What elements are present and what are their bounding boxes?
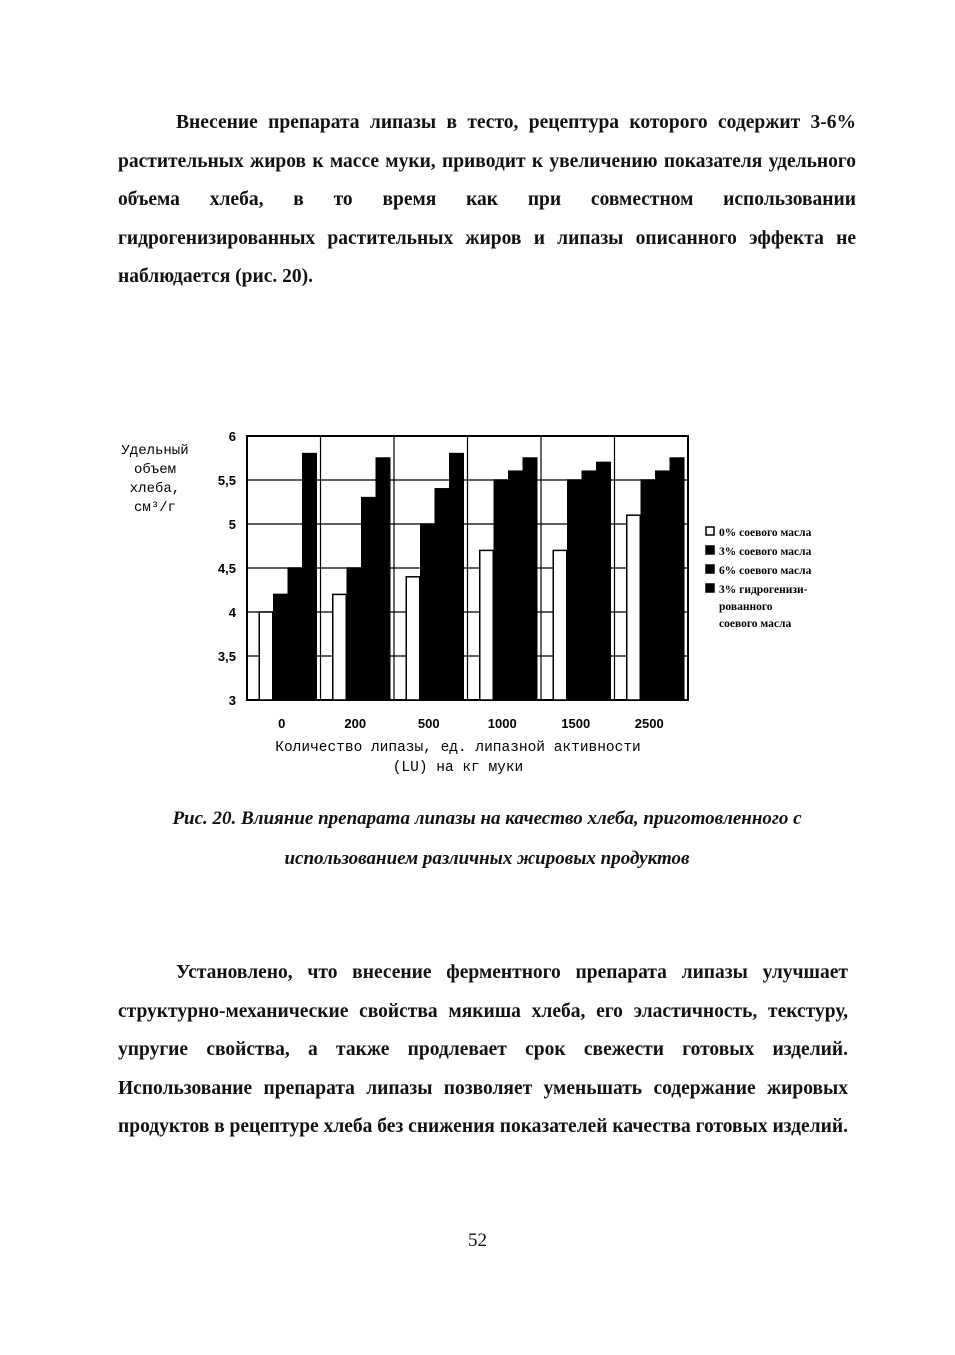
bar [259, 612, 273, 700]
x-tick-label: 2500 [634, 716, 664, 731]
paragraph-intro-text: Внесение препарата липазы в тесто, рецептура которого содержит 3-6% растительных жиров к массе муки, приводит к увеличению показателя удельного объема хлеба, в то время как при совместном использовании гидрогенизированных растительных жиров и липазы описанного эффекта не наблюдается (рис. 20). [118, 112, 856, 287]
figure-caption-line-1: Рис. 20. Влияние препарата липазы на качество хлеба, приготовленного с [172, 808, 802, 829]
bar [597, 462, 611, 700]
paragraph-conclusion-text: Установлено, что внесение ферментного препарата липазы улучшает структурно-механические свойства мякиша хлеба, его эластичность, текстуру, упругие свойства, а также продлевает срок свежести готовых изделий. Использование препарата липазы позволяет уменьшать содержание жировых продуктов в рецептуре хлеба без снижения показателей качества готовых изделий. [118, 962, 848, 1137]
y-tick-label: 4 [228, 605, 236, 620]
y-axis-label: хлеба, [129, 481, 181, 497]
bar [553, 550, 567, 700]
bar [347, 568, 361, 700]
figure-caption-line-2: использованием различных жировых продуктов [284, 848, 690, 869]
legend-swatch [706, 565, 714, 573]
y-tick-label: 5,5 [217, 473, 236, 488]
y-tick-label: 3 [228, 693, 236, 708]
bar [421, 524, 435, 700]
bar [376, 458, 390, 700]
bar [480, 550, 494, 700]
y-tick-label: 6 [228, 429, 236, 444]
y-tick-label: 4,5 [217, 561, 236, 576]
bar [303, 454, 317, 700]
legend-label: 3% гидрогенизи- [719, 584, 808, 596]
legend-swatch [706, 527, 714, 535]
bar [627, 515, 641, 700]
x-tick-label: 1500 [561, 716, 591, 731]
bar [288, 568, 302, 700]
bar [450, 454, 464, 700]
legend-swatch [706, 584, 714, 592]
legend-label: рованного [719, 601, 773, 613]
legend-label: 0% соевого масла [719, 527, 812, 539]
legend-label: 3% соевого масла [719, 546, 812, 558]
bar [406, 577, 420, 700]
bar [362, 498, 376, 700]
x-axis-label: Количество липазы, ед. липазной активности [275, 740, 641, 756]
x-tick-label: 200 [344, 716, 367, 731]
bar [582, 471, 596, 700]
bar [509, 471, 523, 700]
y-tick-label: 5 [228, 517, 236, 532]
y-axis-label: Удельный [121, 443, 189, 459]
figure-chart [110, 420, 870, 790]
bar [523, 458, 537, 700]
y-axis-label: см³/г [133, 500, 177, 516]
legend-swatch [706, 546, 714, 554]
legend-label: 6% соевого масла [719, 565, 812, 577]
page-number: 52 [468, 1230, 487, 1251]
bar [641, 480, 655, 700]
bar [274, 594, 288, 700]
bar [435, 489, 449, 700]
y-tick-label: 3,5 [217, 649, 236, 664]
y-axis-label: объем [133, 462, 177, 478]
legend-label: соевого масла [719, 618, 792, 630]
bar [568, 480, 582, 700]
bar [333, 594, 347, 700]
bar [494, 480, 508, 700]
bar [656, 471, 670, 700]
x-tick-label: 0 [278, 716, 286, 731]
paragraph-intro [118, 104, 856, 297]
x-tick-label: 1000 [487, 716, 517, 731]
bar [670, 458, 684, 700]
x-axis-label: (LU) на кг муки [392, 760, 524, 776]
paragraph-conclusion [118, 954, 848, 1147]
bar-chart [110, 420, 870, 790]
x-tick-label: 500 [417, 716, 440, 731]
